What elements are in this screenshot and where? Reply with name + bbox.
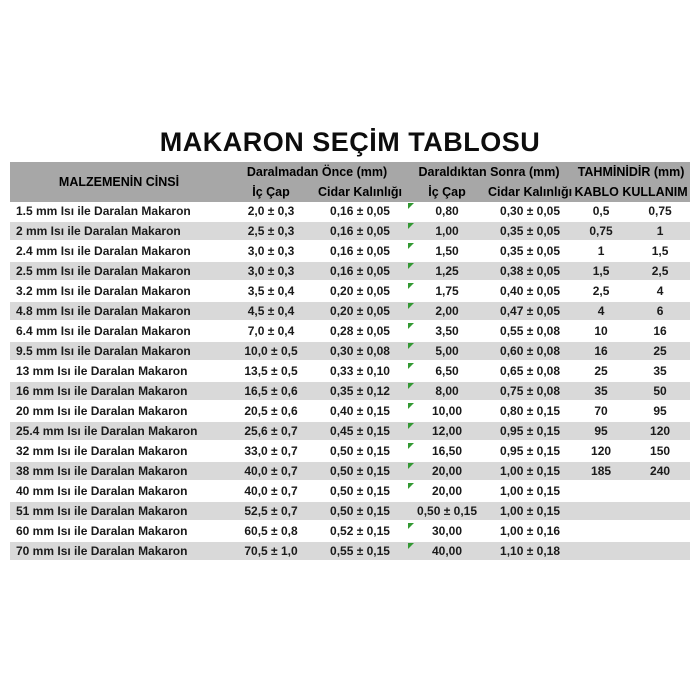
cell-material: 2.5 mm Isı ile Daralan Makaron: [10, 261, 228, 281]
cell-cidar-after: 0,80 ± 0,15: [488, 401, 572, 421]
cell-cidar-after: 0,35 ± 0,05: [488, 221, 572, 241]
cell-ic-cap-after: 8,00: [406, 381, 488, 401]
cell-kablo-kullanim-min: 1: [572, 241, 630, 261]
cell-ic-cap-before: 70,5 ± 1,0: [228, 541, 314, 561]
cell-material: 51 mm Isı ile Daralan Makaron: [10, 501, 228, 521]
cell-cidar-before: 0,55 ± 0,15: [314, 541, 406, 561]
table-row: [10, 521, 690, 541]
cell-ic-cap-before: 25,6 ± 0,7: [228, 421, 314, 441]
cell-kablo-kullanim-max: 150: [630, 441, 690, 461]
error-flag-icon: [408, 223, 414, 229]
cell-ic-cap-after: 2,00: [406, 301, 488, 321]
cell-ic-cap-after: 5,00: [406, 341, 488, 361]
cell-cidar-before: 0,50 ± 0,15: [314, 501, 406, 521]
cell-kablo-kullanim-min: [572, 501, 630, 521]
error-flag-icon: [408, 543, 414, 549]
cell-cidar-before: 0,16 ± 0,05: [314, 221, 406, 241]
table-header: [10, 162, 690, 202]
table-row: [10, 461, 690, 481]
cell-kablo-kullanim-min: [572, 481, 630, 501]
cell-ic-cap-before: 60,5 ± 0,8: [228, 521, 314, 541]
table-body: [10, 202, 690, 561]
cell-material: 40 mm Isı ile Daralan Makaron: [10, 481, 228, 501]
col-header-ic-cap-before: İç Çap: [228, 182, 314, 202]
cell-kablo-kullanim-max: 240: [630, 461, 690, 481]
cell-kablo-kullanim-min: 95: [572, 421, 630, 441]
table-row: [10, 341, 690, 361]
cell-ic-cap-before: 33,0 ± 0,7: [228, 441, 314, 461]
table-row: [10, 281, 690, 301]
cell-kablo-kullanim-min: 25: [572, 361, 630, 381]
table-row: [10, 301, 690, 321]
col-header-after-group: Daraldıktan Sonra (mm): [406, 162, 572, 182]
cell-kablo-kullanim-max: 4: [630, 281, 690, 301]
col-header-ic-cap-after: İç Çap: [406, 182, 488, 202]
cell-ic-cap-after: 3,50: [406, 321, 488, 341]
cell-kablo-kullanim-min: 4: [572, 301, 630, 321]
cell-cidar-before: 0,33 ± 0,10: [314, 361, 406, 381]
cell-cidar-after: 1,00 ± 0,15: [488, 461, 572, 481]
error-flag-icon: [408, 343, 414, 349]
cell-material: 32 mm Isı ile Daralan Makaron: [10, 441, 228, 461]
cell-cidar-after: 0,75 ± 0,08: [488, 381, 572, 401]
cell-kablo-kullanim-max: 120: [630, 421, 690, 441]
col-header-estimate-group: TAHMİNİDİR (mm): [572, 162, 690, 182]
table-row: [10, 401, 690, 421]
cell-ic-cap-after: 16,50: [406, 441, 488, 461]
error-flag-icon: [408, 403, 414, 409]
cell-kablo-kullanim-max: 2,5: [630, 261, 690, 281]
cell-cidar-after: 0,30 ± 0,05: [488, 202, 572, 221]
cell-kablo-kullanim-min: 16: [572, 341, 630, 361]
table-row: [10, 261, 690, 281]
cell-material: 70 mm Isı ile Daralan Makaron: [10, 541, 228, 561]
cell-kablo-kullanim-min: 10: [572, 321, 630, 341]
cell-material: 38 mm Isı ile Daralan Makaron: [10, 461, 228, 481]
cell-kablo-kullanim-max: 16: [630, 321, 690, 341]
table-row: [10, 541, 690, 561]
table-row: [10, 221, 690, 241]
cell-ic-cap-after: 1,75: [406, 281, 488, 301]
cell-kablo-kullanim-min: 0,75: [572, 221, 630, 241]
cell-material: 6.4 mm Isı ile Daralan Makaron: [10, 321, 228, 341]
col-header-material: MALZEMENİN CİNSİ: [10, 162, 228, 202]
cell-ic-cap-after: 20,00: [406, 481, 488, 501]
header-group-row: [10, 162, 690, 182]
cell-ic-cap-before: 2,5 ± 0,3: [228, 221, 314, 241]
cell-cidar-before: 0,45 ± 0,15: [314, 421, 406, 441]
cell-cidar-after: 0,47 ± 0,05: [488, 301, 572, 321]
cell-cidar-after: 0,65 ± 0,08: [488, 361, 572, 381]
cell-kablo-kullanim-max: [630, 521, 690, 541]
cell-kablo-kullanim-min: 0,5: [572, 202, 630, 221]
cell-ic-cap-before: 7,0 ± 0,4: [228, 321, 314, 341]
error-flag-icon: [408, 243, 414, 249]
table-row: [10, 361, 690, 381]
error-flag-icon: [408, 283, 414, 289]
cell-material: 60 mm Isı ile Daralan Makaron: [10, 521, 228, 541]
cell-cidar-before: 0,20 ± 0,05: [314, 281, 406, 301]
cell-cidar-before: 0,50 ± 0,15: [314, 461, 406, 481]
error-flag-icon: [408, 263, 414, 269]
cell-cidar-after: 0,35 ± 0,05: [488, 241, 572, 261]
cell-cidar-before: 0,50 ± 0,15: [314, 441, 406, 461]
col-header-before-group: Daralmadan Önce (mm): [228, 162, 406, 182]
cell-cidar-before: 0,35 ± 0,12: [314, 381, 406, 401]
cell-cidar-before: 0,16 ± 0,05: [314, 261, 406, 281]
cell-cidar-after: 0,60 ± 0,08: [488, 341, 572, 361]
cell-material: 3.2 mm Isı ile Daralan Makaron: [10, 281, 228, 301]
cell-cidar-before: 0,30 ± 0,08: [314, 341, 406, 361]
cell-ic-cap-after: 30,00: [406, 521, 488, 541]
cell-kablo-kullanim-min: 2,5: [572, 281, 630, 301]
cell-ic-cap-after: 1,50: [406, 241, 488, 261]
cell-material: 20 mm Isı ile Daralan Makaron: [10, 401, 228, 421]
cell-material: 16 mm Isı ile Daralan Makaron: [10, 381, 228, 401]
cell-cidar-after: 0,40 ± 0,05: [488, 281, 572, 301]
cell-cidar-before: 0,50 ± 0,15: [314, 481, 406, 501]
table-row: [10, 241, 690, 261]
table-row: [10, 441, 690, 461]
cell-ic-cap-after: 12,00: [406, 421, 488, 441]
table-row: [10, 481, 690, 501]
cell-cidar-after: 0,95 ± 0,15: [488, 421, 572, 441]
cell-ic-cap-after: 20,00: [406, 461, 488, 481]
error-flag-icon: [408, 463, 414, 469]
error-flag-icon: [408, 323, 414, 329]
cell-ic-cap-after: 1,25: [406, 261, 488, 281]
cell-cidar-after: 1,00 ± 0,15: [488, 501, 572, 521]
table-row: [10, 321, 690, 341]
cell-ic-cap-before: 2,0 ± 0,3: [228, 202, 314, 221]
cell-ic-cap-after: 40,00: [406, 541, 488, 561]
cell-ic-cap-after: 0,50 ± 0,15: [406, 501, 488, 521]
cell-ic-cap-before: 20,5 ± 0,6: [228, 401, 314, 421]
cell-material: 25.4 mm Isı ile Daralan Makaron: [10, 421, 228, 441]
cell-kablo-kullanim-max: 1,5: [630, 241, 690, 261]
cell-material: 2 mm Isı ile Daralan Makaron: [10, 221, 228, 241]
cell-kablo-kullanim-max: 1: [630, 221, 690, 241]
cell-kablo-kullanim-max: 6: [630, 301, 690, 321]
page-title: MAKARON SEÇİM TABLOSU: [159, 127, 541, 157]
table-row: [10, 202, 690, 221]
cell-kablo-kullanim-min: 70: [572, 401, 630, 421]
cell-kablo-kullanim-max: 50: [630, 381, 690, 401]
col-header-kablo-kullanim: KABLO KULLANIM: [572, 182, 690, 202]
cell-cidar-before: 0,40 ± 0,15: [314, 401, 406, 421]
cell-cidar-before: 0,16 ± 0,05: [314, 202, 406, 221]
table-row: [10, 421, 690, 441]
cell-ic-cap-after: 6,50: [406, 361, 488, 381]
cell-cidar-after: 0,38 ± 0,05: [488, 261, 572, 281]
cell-kablo-kullanim-max: [630, 541, 690, 561]
table-row: [10, 501, 690, 521]
cell-ic-cap-before: 52,5 ± 0,7: [228, 501, 314, 521]
cell-cidar-after: 0,95 ± 0,15: [488, 441, 572, 461]
cell-cidar-before: 0,52 ± 0,15: [314, 521, 406, 541]
cell-kablo-kullanim-min: [572, 521, 630, 541]
cell-cidar-after: 1,00 ± 0,16: [488, 521, 572, 541]
cell-ic-cap-before: 40,0 ± 0,7: [228, 461, 314, 481]
error-flag-icon: [408, 363, 414, 369]
cell-kablo-kullanim-max: [630, 481, 690, 501]
cell-kablo-kullanim-max: 0,75: [630, 202, 690, 221]
cell-cidar-before: 0,16 ± 0,05: [314, 241, 406, 261]
cell-material: 2.4 mm Isı ile Daralan Makaron: [10, 241, 228, 261]
cell-kablo-kullanim-max: 35: [630, 361, 690, 381]
cell-cidar-after: 0,55 ± 0,08: [488, 321, 572, 341]
cell-material: 9.5 mm Isı ile Daralan Makaron: [10, 341, 228, 361]
cell-kablo-kullanim-min: 1,5: [572, 261, 630, 281]
cell-ic-cap-before: 3,0 ± 0,3: [228, 261, 314, 281]
cell-cidar-before: 0,20 ± 0,05: [314, 301, 406, 321]
error-flag-icon: [408, 423, 414, 429]
cell-cidar-after: 1,00 ± 0,15: [488, 481, 572, 501]
cell-cidar-after: 1,10 ± 0,18: [488, 541, 572, 561]
error-flag-icon: [408, 443, 414, 449]
error-flag-icon: [408, 483, 414, 489]
cell-ic-cap-after: 0,80: [406, 202, 488, 221]
error-flag-icon: [408, 383, 414, 389]
error-flag-icon: [408, 303, 414, 309]
table-row: [10, 381, 690, 401]
cell-ic-cap-before: 4,5 ± 0,4: [228, 301, 314, 321]
cell-kablo-kullanim-min: [572, 541, 630, 561]
cell-kablo-kullanim-min: 35: [572, 381, 630, 401]
cell-kablo-kullanim-min: 120: [572, 441, 630, 461]
cell-kablo-kullanim-max: [630, 501, 690, 521]
cell-material: 4.8 mm Isı ile Daralan Makaron: [10, 301, 228, 321]
cell-kablo-kullanim-max: 25: [630, 341, 690, 361]
cell-ic-cap-before: 3,5 ± 0,4: [228, 281, 314, 301]
cell-ic-cap-before: 13,5 ± 0,5: [228, 361, 314, 381]
cell-material: 13 mm Isı ile Daralan Makaron: [10, 361, 228, 381]
cell-cidar-before: 0,28 ± 0,05: [314, 321, 406, 341]
cell-kablo-kullanim-max: 95: [630, 401, 690, 421]
col-header-cidar-after: Cidar Kalınlığı: [488, 182, 572, 202]
cell-ic-cap-before: 3,0 ± 0,3: [228, 241, 314, 261]
col-header-cidar-before: Cidar Kalınlığı: [314, 182, 406, 202]
cell-ic-cap-before: 40,0 ± 0,7: [228, 481, 314, 501]
cell-ic-cap-before: 10,0 ± 0,5: [228, 341, 314, 361]
cell-ic-cap-after: 10,00: [406, 401, 488, 421]
makaron-selection-table: [10, 162, 690, 562]
cell-kablo-kullanim-min: 185: [572, 461, 630, 481]
error-flag-icon: [408, 523, 414, 529]
error-flag-icon: [408, 203, 414, 209]
cell-ic-cap-before: 16,5 ± 0,6: [228, 381, 314, 401]
cell-material: 1.5 mm Isı ile Daralan Makaron: [10, 202, 228, 221]
cell-ic-cap-after: 1,00: [406, 221, 488, 241]
